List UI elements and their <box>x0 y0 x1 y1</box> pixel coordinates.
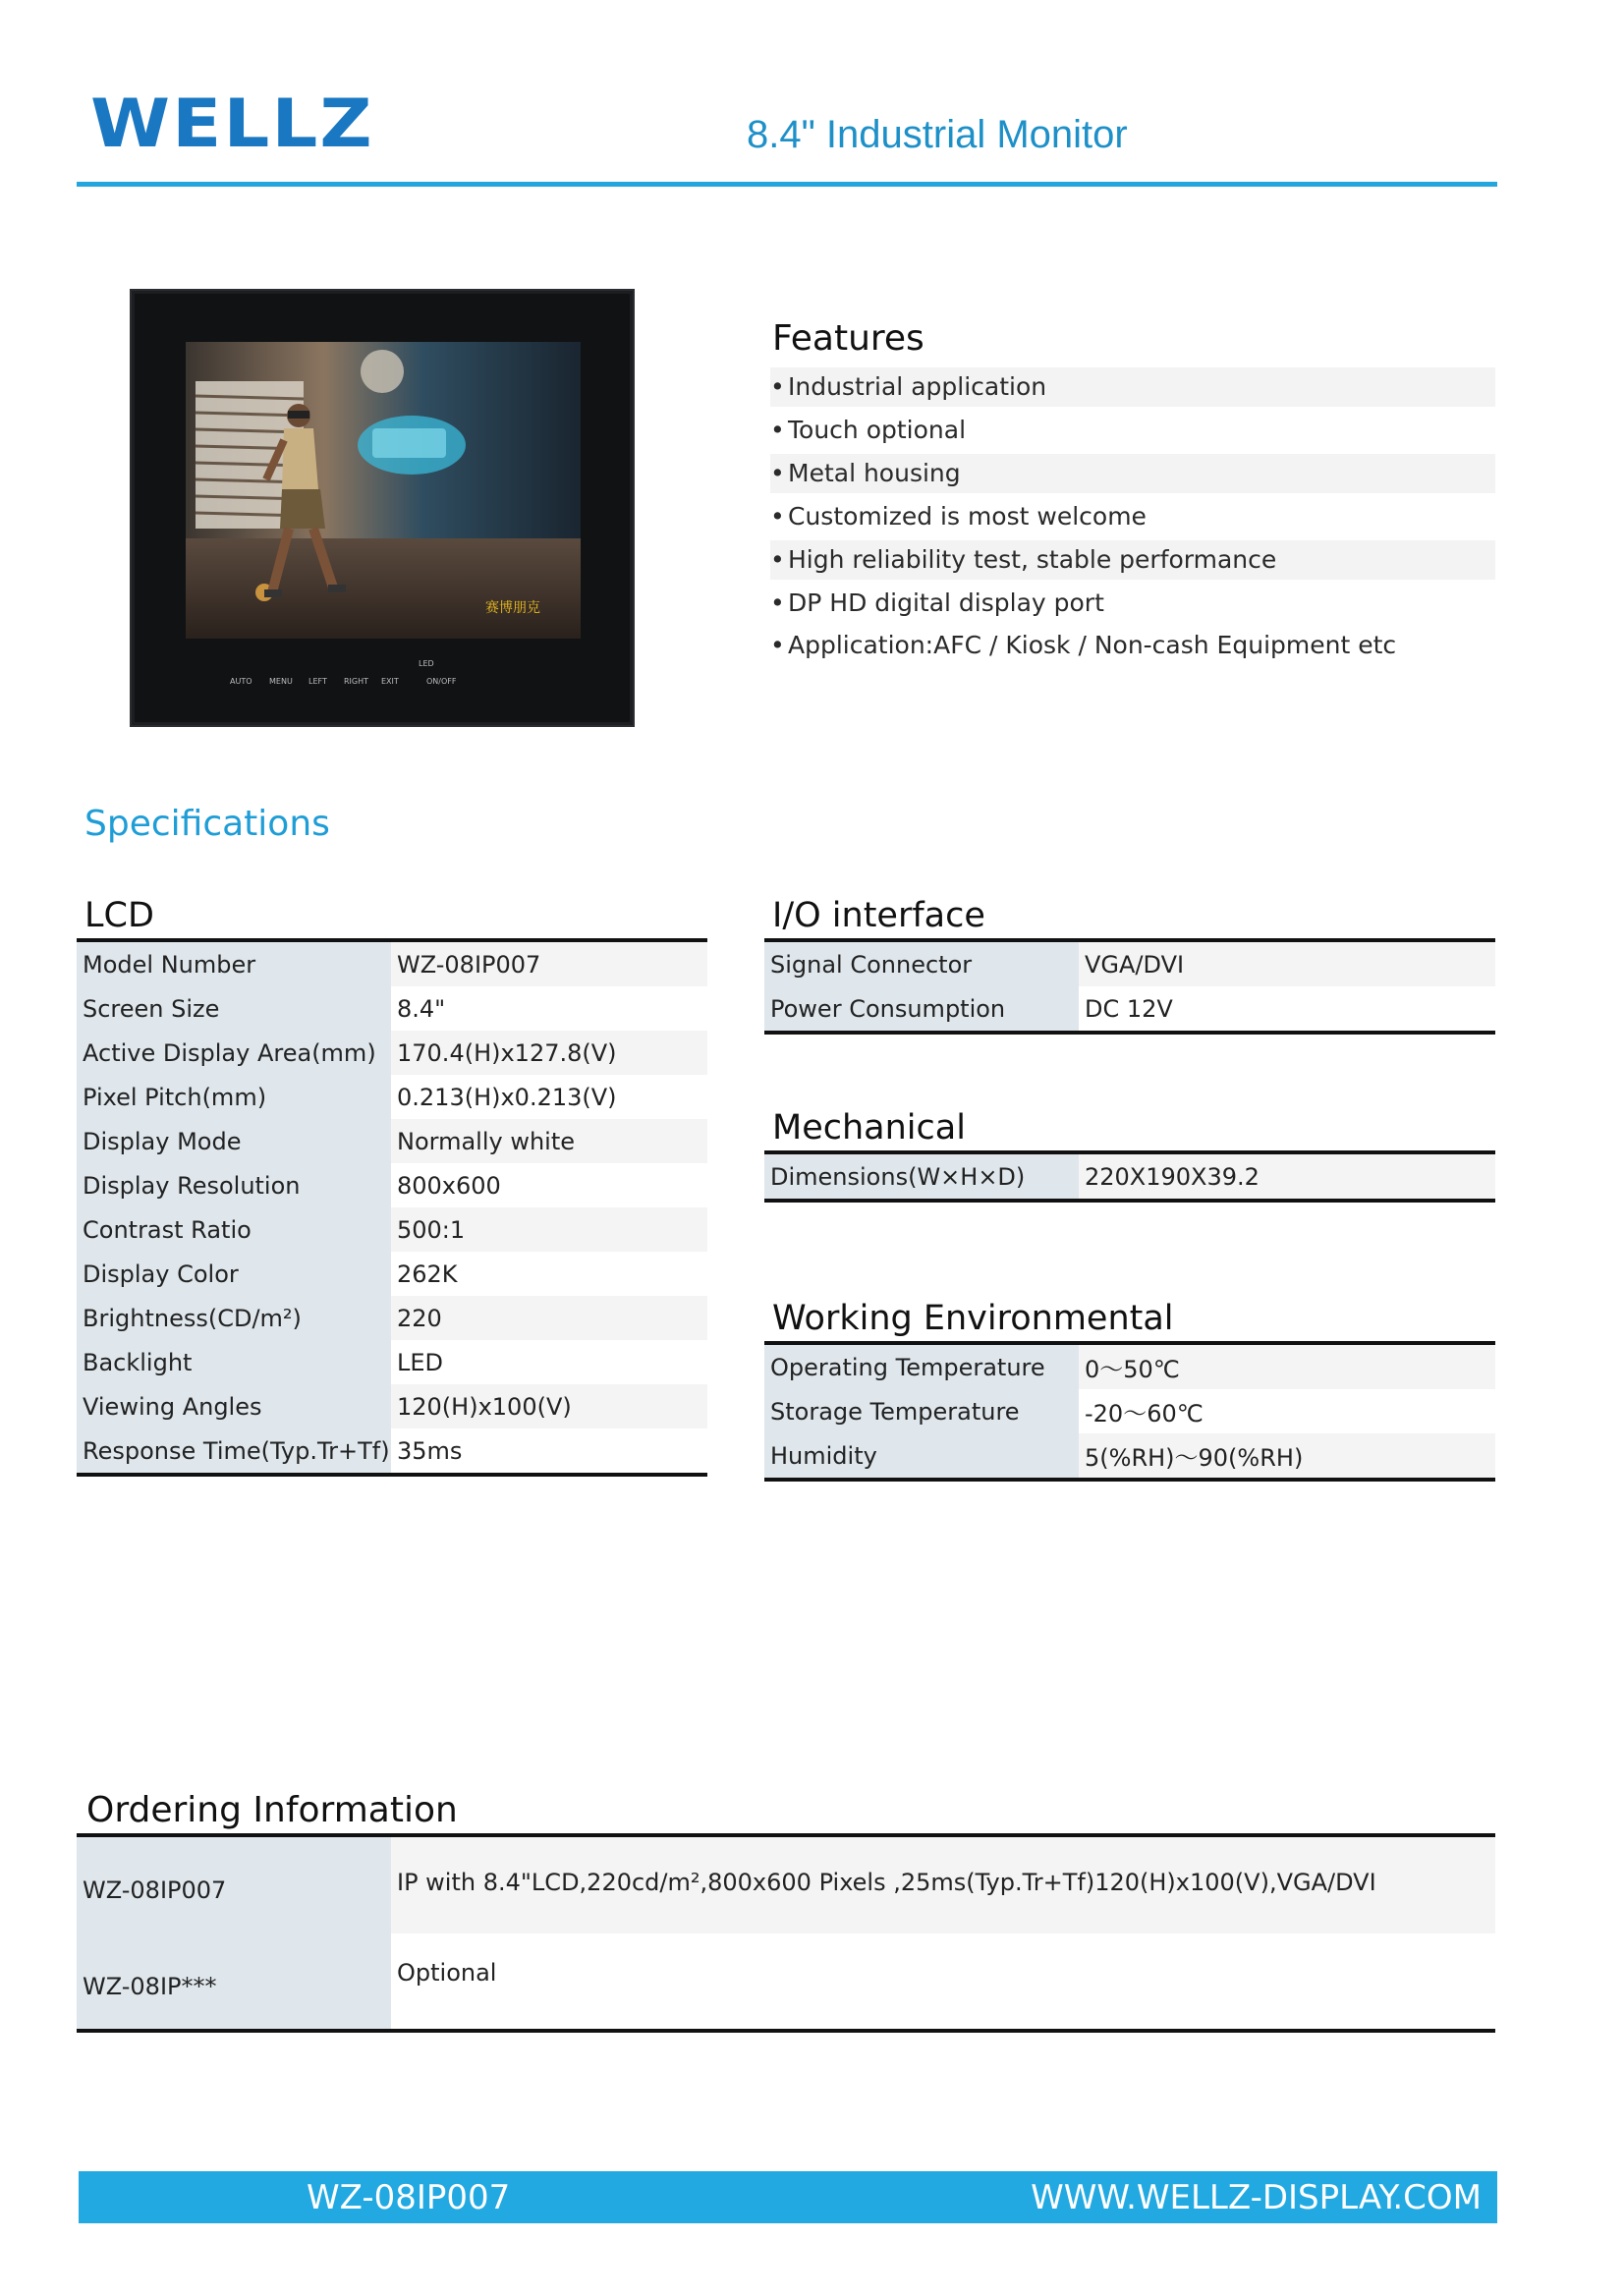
spec-label: Dimensions(W×H×D) <box>764 1152 1079 1201</box>
io-spec-table <box>764 938 1495 1035</box>
spec-value: 120(H)x100(V) <box>391 1384 707 1428</box>
table-row <box>77 1296 707 1340</box>
table-row <box>764 1343 1495 1389</box>
io-section-title: I/O interface <box>772 896 985 935</box>
spec-value: -20～60℃ <box>1079 1389 1495 1433</box>
lcd-spec-table <box>77 938 707 1477</box>
mechanical-section-title: Mechanical <box>772 1108 966 1148</box>
spec-value: 220 <box>391 1296 707 1340</box>
spec-value: WZ-08IP007 <box>391 940 707 986</box>
table-row <box>764 940 1495 986</box>
table-row <box>77 940 707 986</box>
order-model: WZ-08IP*** <box>77 1933 391 2031</box>
spec-value: 220X190X39.2 <box>1079 1152 1495 1201</box>
spec-label: Display Mode <box>77 1119 391 1163</box>
spec-value: 5(%RH)～90(%RH) <box>1079 1433 1495 1480</box>
features-title: Features <box>772 318 924 359</box>
table-row <box>77 1163 707 1207</box>
monitor-screen-image <box>186 342 581 639</box>
spec-label: Humidity <box>764 1433 1079 1480</box>
feature-item: • Metal housing <box>770 454 1495 493</box>
table-row <box>764 986 1495 1033</box>
control-label: ON/OFF <box>426 677 457 686</box>
table-row <box>77 1340 707 1384</box>
table-row <box>77 1384 707 1428</box>
spec-label: Response Time(Typ.Tr+Tf) <box>77 1428 391 1475</box>
lcd-section-title: LCD <box>84 896 154 935</box>
table-row <box>77 1075 707 1119</box>
order-description: IP with 8.4"LCD,220cd/m²,800x600 Pixels ,25ms(Typ.Tr+Tf)120(H)x100(V),VGA/DVI <box>391 1835 1495 1933</box>
spec-label: Signal Connector <box>764 940 1079 986</box>
screen-overlay-text: 赛博朋克 <box>485 600 540 616</box>
control-label: RIGHT <box>344 677 369 686</box>
spec-label: Screen Size <box>77 986 391 1031</box>
spec-label: Display Color <box>77 1252 391 1296</box>
control-label: LED <box>419 659 434 668</box>
spec-label: Display Resolution <box>77 1163 391 1207</box>
spec-value: LED <box>391 1340 707 1384</box>
spec-value: 262K <box>391 1252 707 1296</box>
spec-label: Operating Temperature <box>764 1343 1079 1389</box>
feature-item: • DP HD digital display port <box>770 588 1104 617</box>
monitor-product-image <box>130 289 635 727</box>
spec-value: 0～50℃ <box>1079 1343 1495 1389</box>
specifications-title: Specifications <box>84 804 330 844</box>
spec-value: 35ms <box>391 1428 707 1475</box>
spec-label: Model Number <box>77 940 391 986</box>
spec-label: Pixel Pitch(mm) <box>77 1075 391 1119</box>
table-row <box>77 1835 1495 1933</box>
spec-value: 0.213(H)x0.213(V) <box>391 1075 707 1119</box>
wellz-logo: WELLZ <box>90 85 374 163</box>
table-row <box>764 1389 1495 1433</box>
spec-value: DC 12V <box>1079 986 1495 1033</box>
feature-item: • Touch optional <box>770 416 967 444</box>
footer-model: WZ-08IP007 <box>307 2178 511 2217</box>
ordering-table <box>77 1833 1495 2033</box>
table-row <box>77 1933 1495 2031</box>
table-row <box>77 1207 707 1252</box>
table-row <box>77 986 707 1031</box>
page-title: 8.4" Industrial Monitor <box>747 113 1128 156</box>
order-model: WZ-08IP007 <box>77 1835 391 1933</box>
monitor-control-buttons <box>132 659 633 697</box>
header-divider <box>77 182 1497 187</box>
spec-value: VGA/DVI <box>1079 940 1495 986</box>
control-label: AUTO <box>230 677 252 686</box>
table-row <box>77 1428 707 1475</box>
footer-website-link[interactable]: WWW.WELLZ-DISPLAY.COM <box>1031 2178 1482 2217</box>
spec-value: Normally white <box>391 1119 707 1163</box>
footer-bar <box>79 2171 1497 2223</box>
spec-label: Brightness(CD/m²) <box>77 1296 391 1340</box>
table-row <box>77 1031 707 1075</box>
ordering-title: Ordering Information <box>86 1790 458 1830</box>
order-description: Optional <box>391 1933 1495 2031</box>
table-row <box>764 1152 1495 1201</box>
spec-label: Active Display Area(mm) <box>77 1031 391 1075</box>
spec-label: Power Consumption <box>764 986 1079 1033</box>
mechanical-spec-table <box>764 1150 1495 1203</box>
table-row <box>764 1433 1495 1480</box>
environmental-spec-table <box>764 1341 1495 1482</box>
spec-label: Storage Temperature <box>764 1389 1079 1433</box>
spec-label: Contrast Ratio <box>77 1207 391 1252</box>
spec-value: 500:1 <box>391 1207 707 1252</box>
spec-value: 800x600 <box>391 1163 707 1207</box>
environmental-section-title: Working Environmental <box>772 1299 1174 1338</box>
control-label: LEFT <box>308 677 327 686</box>
feature-item: • Application:AFC / Kiosk / Non-cash Equipment etc <box>770 631 1397 659</box>
spec-label: Backlight <box>77 1340 391 1384</box>
feature-item: • High reliability test, stable performance <box>770 540 1495 580</box>
table-row <box>77 1252 707 1296</box>
table-row <box>77 1119 707 1163</box>
spec-value: 170.4(H)x127.8(V) <box>391 1031 707 1075</box>
spec-label: Viewing Angles <box>77 1384 391 1428</box>
feature-item: • Industrial application <box>770 367 1495 407</box>
feature-item: • Customized is most welcome <box>770 502 1147 531</box>
control-label: EXIT <box>381 677 399 686</box>
spec-value: 8.4" <box>391 986 707 1031</box>
control-label: MENU <box>269 677 293 686</box>
